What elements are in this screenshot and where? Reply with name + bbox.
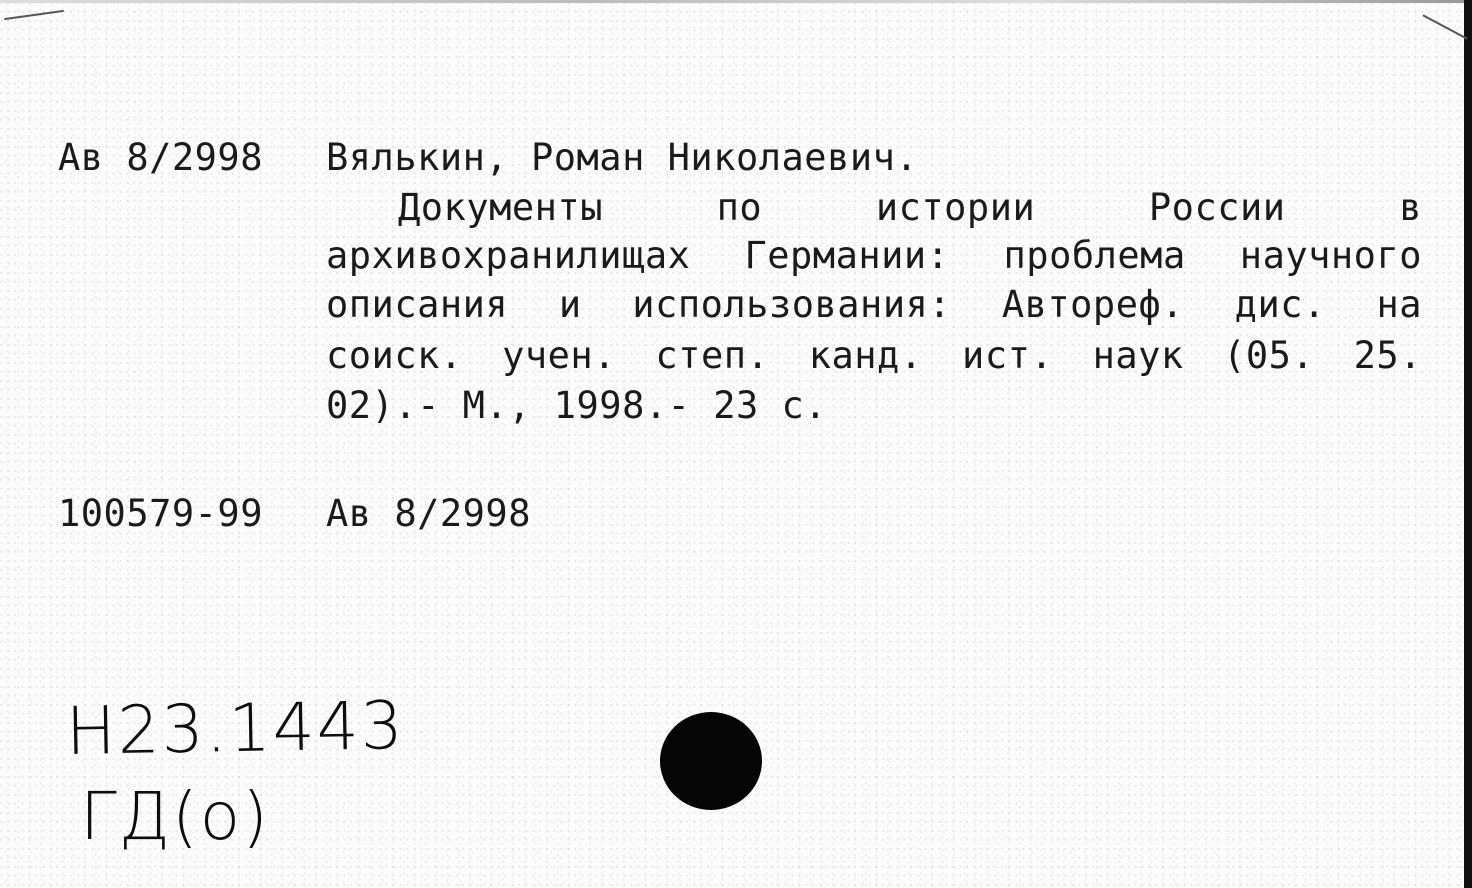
punch-hole (660, 712, 762, 810)
title-line-2: архивохранилищах Германии: проблема научного (326, 234, 1422, 277)
handwritten-classification: Н23.1443 (65, 687, 406, 770)
card-top-edge (0, 0, 1472, 3)
call-number: Ав 8/2998 (58, 136, 263, 179)
title-line-3: описания и использования: Автореф. дис. на (326, 283, 1422, 326)
title-line-4: соиск. учен. степ. канд. ист. наук (05. 25. (326, 334, 1422, 377)
title-line-1: Документы по истории России в (398, 186, 1422, 229)
author-heading: Вялькин, Роман Николаевич. (326, 136, 919, 179)
scan-artifact (1422, 14, 1467, 39)
title-line-5: 02).- М., 1998.- 23 с. (326, 384, 828, 427)
card-right-edge (1464, 0, 1472, 888)
shelf-mark: Ав 8/2998 (326, 492, 531, 535)
accession-number: 100579-99 (58, 492, 263, 535)
scan-artifact (4, 10, 64, 20)
handwritten-note: ГД(о) (80, 778, 270, 855)
